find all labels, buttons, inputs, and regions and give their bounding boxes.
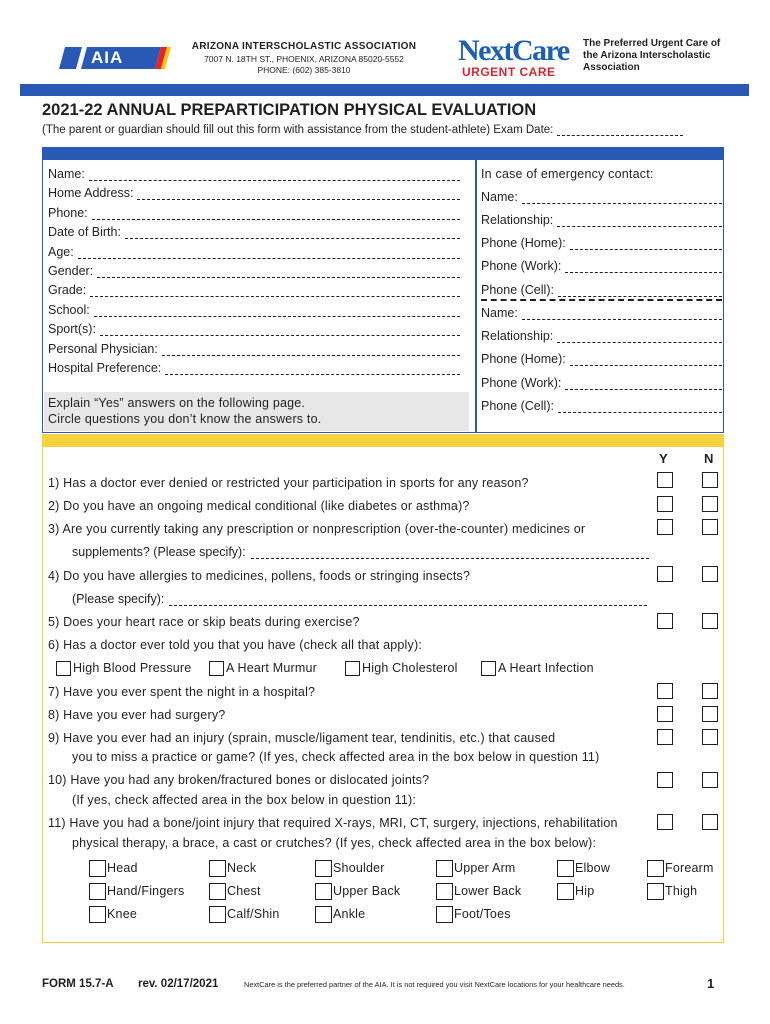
q1-no-checkbox[interactable] [702,472,718,488]
body-area-label: Forearm [665,861,714,875]
contact-2-phone-cell [481,399,722,413]
field-label: Phone (Work): [481,376,562,390]
emergency-separator [481,299,722,301]
body-area-label: Upper Arm [454,861,516,875]
q10-yes-checkbox[interactable] [657,772,673,788]
body-area-calf-shin-checkbox[interactable] [209,906,226,923]
field-label: Relationship: [481,329,554,343]
field-personal-physician [48,342,460,356]
contact-1-phone-cell [481,283,722,297]
field-name [48,167,460,181]
field-label: Phone (Home): [481,352,566,366]
field-label: Name: [48,167,85,181]
field-label: Phone (Cell): [481,283,554,297]
question-3: 3) Are you currently taking any prescription or nonprescription (over-the-counter) medicines or [48,522,586,536]
question-9-note: you to miss a practice or game? (If yes, check affected area in the box below in question 11) [72,750,600,764]
body-area-lower-back-checkbox[interactable] [436,883,453,900]
nextcare-logo-top: NextCare [458,34,569,67]
contact-2-phone-home [481,352,722,366]
body-area-ankle-checkbox[interactable] [315,906,332,923]
question-1: 1) Has a doctor ever denied or restricted your participation in sports for any reason? [48,476,529,490]
questions-top-bar [42,434,724,447]
body-area-label: Calf/Shin [227,907,280,921]
body-area-label: Knee [107,907,137,921]
contact-1-relationship-input[interactable] [557,214,722,227]
q1-yes-checkbox[interactable] [657,472,673,488]
body-area-foot-toes-checkbox[interactable] [436,906,453,923]
field-label: Personal Physician: [48,341,158,356]
q2-no-checkbox[interactable] [702,496,718,512]
question-5: 5) Does your heart race or skip beats during exercise? [48,615,360,629]
field-label: Phone (Work): [481,259,562,273]
question-3-specify-label: supplements? (Please specify): [72,545,246,559]
body-area-neck-checkbox[interactable] [209,860,226,877]
info-header-bar [42,147,724,160]
contact-1-phone-work [481,259,722,273]
question-10: 10) Have you had any broken/fractured bones or dislocated joints? [48,773,430,787]
q6-option-label: High Blood Pressure [73,661,192,675]
body-area-label: Neck [227,861,257,875]
contact-2-phone-work-input[interactable] [565,377,722,390]
q7-yes-checkbox[interactable] [657,683,673,699]
form-title: 2021-22 ANNUAL PREPARTICIPATION PHYSICAL EVALUATION [42,101,537,119]
question-3-specify [72,545,649,559]
q8-yes-checkbox[interactable] [657,706,673,722]
explain-line-1: Explain “Yes” answers on the following page. [48,396,306,410]
body-area-label: Lower Back [454,884,522,898]
contact-2-relationship-input[interactable] [557,330,722,343]
q11-no-checkbox[interactable] [702,814,718,830]
q6-heart-infection-checkbox[interactable] [481,661,496,676]
field-hospital-preference [48,361,460,375]
field-label: Age: [48,244,74,259]
q5-yes-checkbox[interactable] [657,613,673,629]
school-input[interactable] [94,304,460,317]
contact-1-name-input[interactable] [522,191,722,204]
aia-logo [57,44,172,72]
yes-label: Y [659,451,668,466]
nextcare-logo [458,36,578,80]
sport-s-input[interactable] [100,323,460,336]
q2-yes-checkbox[interactable] [657,496,673,512]
org-phone: PHONE: (602) 385-3810 [257,65,351,75]
q6-option-label: A Heart Infection [498,661,594,675]
q5-no-checkbox[interactable] [702,613,718,629]
org-address: 7007 N. 18TH ST., PHOENIX, ARIZONA 85020-5552 [204,54,404,64]
question-10-note: (If yes, check affected area in the box below in question 11): [72,793,417,807]
field-label: Hospital Preference: [48,361,162,375]
q11-yes-checkbox[interactable] [657,814,673,830]
nextcare-logo-bottom: URGENT CARE [462,65,556,79]
q3-specify-field[interactable] [251,547,649,559]
contact-2-relationship [481,329,722,343]
body-area-thigh-checkbox[interactable] [647,883,664,900]
org-name: ARIZONA INTERSCHOLASTIC ASSOCIATION [191,41,417,52]
info-divider [475,160,477,432]
gender-input[interactable] [97,265,460,278]
field-label: Name: [481,306,518,320]
body-area-label: Thigh [665,884,698,898]
question-11: 11) Have you had a bone/joint injury that required X-rays, MRI, CT, surgery, injections, rehabilitation [48,816,618,830]
question-8: 8) Have you ever had surgery? [48,708,226,722]
question-4: 4) Do you have allergies to medicines, pollens, foods or stringing insects? [48,569,471,583]
header-divider [20,84,749,96]
body-area-hand-fingers-checkbox[interactable] [89,883,106,900]
revision: rev. 02/17/2021 [138,978,219,990]
field-phone [48,206,460,220]
q3-no-checkbox[interactable] [702,519,718,535]
q10-no-checkbox[interactable] [702,772,718,788]
field-age [48,245,460,259]
body-area-label: Hip [575,884,595,898]
form-subtitle: (The parent or guardian should fill out this form with assistance from the student-athlete) Exam Date: [42,124,554,136]
body-area-forearm-checkbox[interactable] [647,860,664,877]
emergency-header: In case of emergency contact: [481,167,654,181]
q4-specify-field[interactable] [169,594,647,606]
contact-2-phone-home-input[interactable] [570,353,722,366]
explain-line-2: Circle questions you don’t know the answers to. [48,412,322,426]
name-input[interactable] [89,168,460,181]
q8-no-checkbox[interactable] [702,706,718,722]
body-area-hip-checkbox[interactable] [557,883,574,900]
contact-2-phone-work [481,376,722,390]
body-area-upper-back-checkbox[interactable] [315,883,332,900]
field-label: School: [48,302,90,317]
grade-input[interactable] [90,284,460,297]
field-label: Sport(s): [48,322,96,337]
body-area-label: Ankle [333,907,366,921]
contact-1-relationship [481,213,722,227]
q4-no-checkbox[interactable] [702,566,718,582]
partner-text: The Preferred Urgent Care of the Arizona Interscholastic Association [583,38,721,73]
q9-yes-checkbox[interactable] [657,729,673,745]
contact-1-phone-home-input[interactable] [570,237,722,250]
q7-no-checkbox[interactable] [702,683,718,699]
q6-high-cholesterol-checkbox[interactable] [345,661,360,676]
question-6: 6) Has a doctor ever told you that you have (check all that apply): [48,638,423,652]
body-area-shoulder-checkbox[interactable] [315,860,332,877]
contact-2-name-input[interactable] [522,307,722,320]
q6-heart-murmur-checkbox[interactable] [209,661,224,676]
body-area-label: Foot/Toes [454,907,511,921]
body-area-label: Shoulder [333,861,385,875]
body-area-knee-checkbox[interactable] [89,906,106,923]
q6-option-label: High Cholesterol [362,661,458,675]
personal-physician-input[interactable] [162,343,460,356]
field-label: Phone: [48,205,88,220]
body-area-chest-checkbox[interactable] [209,883,226,900]
field-label: Phone (Cell): [481,399,554,413]
no-label: N [704,451,714,466]
field-date-of-birth [48,225,460,239]
q9-no-checkbox[interactable] [702,729,718,745]
field-label: Phone (Home): [481,236,566,250]
contact-2-name [481,306,722,320]
field-home-address [48,186,460,200]
field-school [48,303,460,317]
contact-1-name [481,190,722,204]
field-sport-s [48,322,460,336]
form-id: FORM 15.7-A [42,978,114,990]
field-label: Date of Birth: [48,225,121,240]
exam-date-field[interactable] [557,124,683,136]
page-number: 1 [707,976,715,991]
question-4-specify [72,592,647,606]
question-9: 9) Have you ever had an injury (sprain, muscle/ligament tear, tendinitis, etc.) that caused [48,731,556,745]
home-address-input[interactable] [137,187,460,200]
body-area-elbow-checkbox[interactable] [557,860,574,877]
q6-option-label: A Heart Murmur [226,661,318,675]
field-label: Grade: [48,283,87,298]
aia-logo-text: AIA [91,48,124,67]
body-area-label: Upper Back [333,884,401,898]
question-2: 2) Do you have an ongoing medical conditional (like diabetes or asthma)? [48,499,470,513]
field-gender [48,264,460,278]
footer-note: NextCare is the preferred partner of the AIA. It is not required you visit NextCare locations for your healthcare needs. [244,980,625,989]
body-area-upper-arm-checkbox[interactable] [436,860,453,877]
body-area-label: Hand/Fingers [107,884,185,898]
body-area-head-checkbox[interactable] [89,860,106,877]
body-area-label: Elbow [575,861,611,875]
age-input[interactable] [78,246,460,259]
contact-2-phone-cell-input[interactable] [558,400,722,413]
date-of-birth-input[interactable] [125,226,460,239]
question-4-specify-label: (Please specify): [72,592,165,606]
contact-1-phone-home [481,236,722,250]
hospital-preference-input[interactable] [165,362,460,375]
field-label: Gender: [48,264,94,278]
field-label: Relationship: [481,213,554,227]
contact-1-phone-cell-input[interactable] [558,284,722,297]
contact-1-phone-work-input[interactable] [565,260,722,273]
field-label: Name: [481,190,518,204]
body-area-label: Chest [227,884,261,898]
field-label: Home Address: [48,186,134,201]
question-11-note: physical therapy, a brace, a cast or crutches? (If yes, check affected area in the box below): [72,836,597,850]
body-area-label: Head [107,861,138,875]
form-subtitle-row [42,124,683,136]
field-grade [48,283,460,297]
question-7: 7) Have you ever spent the night in a hospital? [48,685,316,699]
q4-yes-checkbox[interactable] [657,566,673,582]
phone-input[interactable] [92,207,460,220]
q3-yes-checkbox[interactable] [657,519,673,535]
q6-high-blood-pressure-checkbox[interactable] [56,661,71,676]
